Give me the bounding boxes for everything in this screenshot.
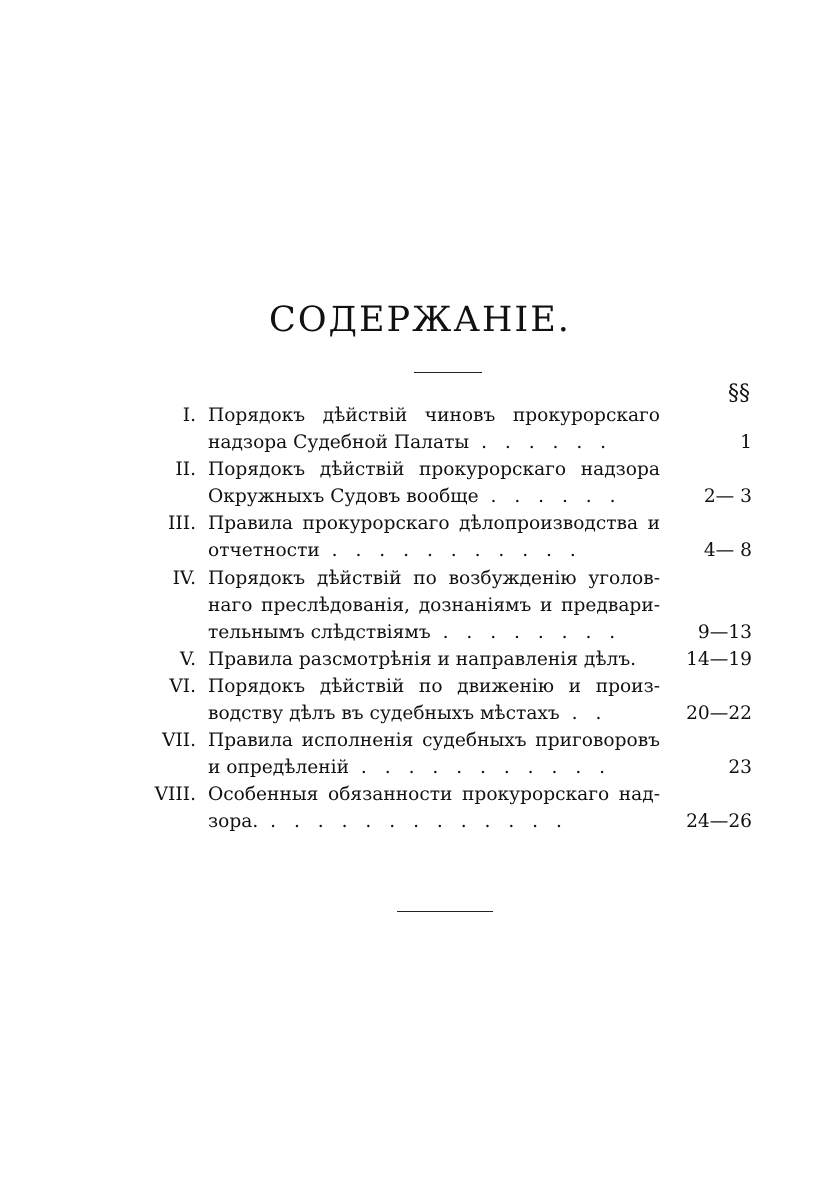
entry-title-last-line: и опредѣленій . . . . . . . . . . . xyxy=(208,757,612,779)
entry-title-last-line: зора. . . . . . . . . . . . . . xyxy=(208,811,568,833)
dot-leader: . . . . . . xyxy=(469,432,613,454)
table-of-contents xyxy=(0,402,840,836)
entry-title-line: Правила прокурорскаго дѣлопроизводства и xyxy=(208,513,660,535)
entry-pages: 4— 8 xyxy=(703,540,752,562)
section-column-header: §§ xyxy=(728,381,750,406)
dot-leader: . . . . . . . . . . . xyxy=(319,540,582,562)
entry-title-last-line: тельнымъ слѣдствіямъ . . . . . . . . xyxy=(208,621,622,643)
dot-leader: . . . . . . . . xyxy=(430,621,622,643)
toc-entry-4 xyxy=(0,565,840,646)
title-divider xyxy=(414,372,482,373)
entry-title-last-line: отчетности . . . . . . . . . . . xyxy=(208,540,582,562)
page-title: СОДЕРЖАНІЕ. xyxy=(269,300,571,340)
dot-leader: . . xyxy=(559,703,608,725)
entry-title-line: Порядокъ дѣйствій чиновъ прокурорскаго xyxy=(208,405,660,426)
entry-title-line: наго преслѣдованія, дознаніямъ и предвари- xyxy=(208,594,660,616)
toc-entry-1 xyxy=(0,402,840,456)
toc-entry-5 xyxy=(0,646,840,673)
entry-pages: 14—19 xyxy=(686,648,752,670)
entry-title-last-line: надзора Судебной Палаты . . . . . . xyxy=(208,432,613,454)
chapter-numeral: V. xyxy=(179,648,196,670)
chapter-numeral: VIII. xyxy=(154,784,196,806)
entry-title-last-line: Правила разсмотрѣнія и направленія дѣлъ. xyxy=(208,648,637,670)
toc-entry-2 xyxy=(0,456,840,510)
entry-title-line: Особенныя обязанности прокурорскаго над- xyxy=(208,784,660,806)
closing-divider xyxy=(397,911,493,912)
entry-title-line: Порядокъ дѣйствій по движенію и произ- xyxy=(208,675,660,697)
entry-pages: 9—13 xyxy=(697,621,752,643)
entry-pages: 20—22 xyxy=(686,703,752,725)
dot-leader: . . . . . . . . . . . xyxy=(349,757,612,779)
chapter-numeral: IV. xyxy=(172,567,196,589)
dot-leader: . . . . . . . . . . . . . xyxy=(258,811,568,833)
entry-title-last-line: Окружныхъ Судовъ вообще . . . . . . xyxy=(208,486,622,508)
entry-pages: 24—26 xyxy=(686,811,752,833)
chapter-numeral: II. xyxy=(175,459,196,481)
entry-title-line: Правила исполненія судебныхъ приговоровъ xyxy=(208,730,660,752)
toc-entry-8 xyxy=(0,781,840,835)
chapter-numeral: I. xyxy=(182,405,196,426)
chapter-numeral: VI. xyxy=(169,675,196,697)
toc-entry-7 xyxy=(0,727,840,781)
entry-title-line: Порядокъ дѣйствій по возбужденію уголов- xyxy=(208,567,660,589)
dot-leader: . . . . . . xyxy=(478,486,622,508)
entry-pages: 1 xyxy=(740,432,752,454)
entry-pages: 23 xyxy=(728,757,752,779)
toc-entry-6 xyxy=(0,673,840,727)
chapter-numeral: VII. xyxy=(161,730,196,752)
entry-title-last-line: водству дѣлъ въ судебныхъ мѣстахъ . . xyxy=(208,703,608,725)
toc-entry-3 xyxy=(0,510,840,564)
chapter-numeral: III. xyxy=(168,513,196,535)
entry-title-line: Порядокъ дѣйствій прокурорскаго надзора xyxy=(208,459,660,481)
entry-pages: 2— 3 xyxy=(703,486,752,508)
